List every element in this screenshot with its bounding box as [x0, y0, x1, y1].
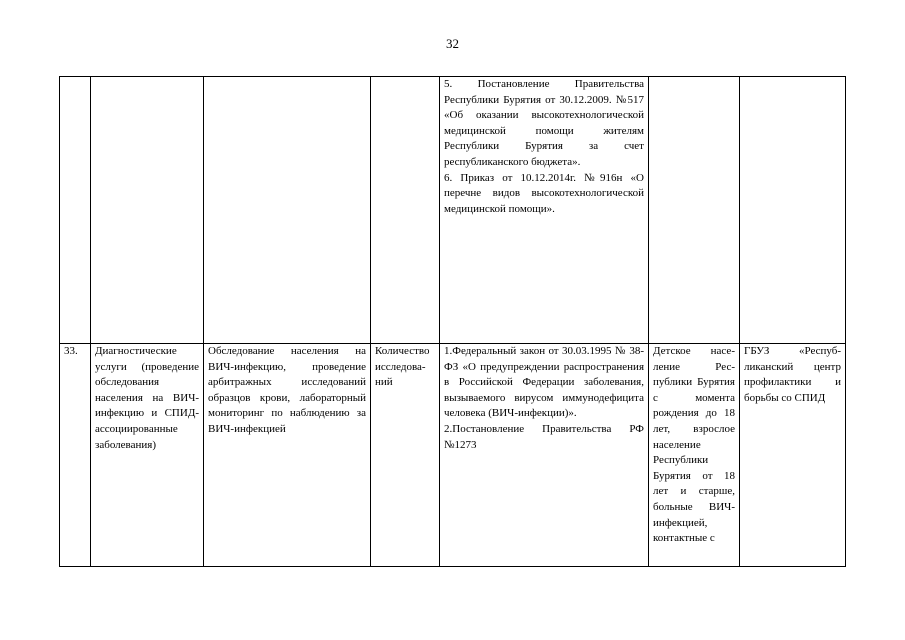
- page-number: 32: [446, 36, 459, 51]
- cell-unit: Количество исследований: [371, 344, 440, 567]
- services-table: [59, 76, 846, 567]
- cell-provider: [740, 77, 846, 344]
- cell-service-name: [91, 77, 204, 344]
- legal-basis-item: 2.Постановление Правительства РФ №1273: [444, 422, 644, 451]
- cell-recipients: [649, 77, 740, 344]
- table-row-33: [60, 344, 846, 567]
- cell-service-name: Диагностические услуги (проведение обследования населения на ВИЧ-инфекцию и СПИД-ассоциированные заболевания): [91, 344, 204, 567]
- cell-description: Обследование населения на ВИЧ-инфекцию, проведение арбитражных исследований образцов крови, лабораторный мониторинг по наблюдению за ВИЧ-инфекцией: [204, 344, 371, 567]
- cell-number: [60, 77, 91, 344]
- table-row-continued: [60, 77, 846, 344]
- cell-legal-basis: [440, 344, 649, 567]
- cell-unit: [371, 77, 440, 344]
- legal-basis-item: 5. Постановление Правительства Республики Бурятия от 30.12.2009. №517 «Об оказании высокотехнологической медицинской помощи жителям Республики Бурятия за счет республиканского бюджета».: [444, 78, 644, 168]
- cell-recipients: Детское население Республики Бурятия с момента рождения до 18 лет, взрослое население Республики Бурятия от 18 лет и старше, больные ВИЧ-инфекцией, контактные с: [649, 344, 740, 567]
- cell-description: [204, 77, 371, 344]
- legal-basis-item: 6. Приказ от 10.12.2014г. №916н «О перечне видов высокотехнологической медицинской помощи».: [444, 171, 644, 215]
- cell-provider: ГБУЗ «Республиканский центр профилактики и борьбы со СПИД: [740, 344, 846, 567]
- legal-basis-item: 1.Федеральный закон от 30.03.1995 № 38-ФЗ «О предупреждении распространения в Российской Федерации заболевания, вызываемого вирусом иммунодефицита человека (ВИЧ-инфекции)».: [444, 345, 644, 420]
- cell-number: 33.: [60, 344, 91, 567]
- cell-legal-basis: [440, 77, 649, 344]
